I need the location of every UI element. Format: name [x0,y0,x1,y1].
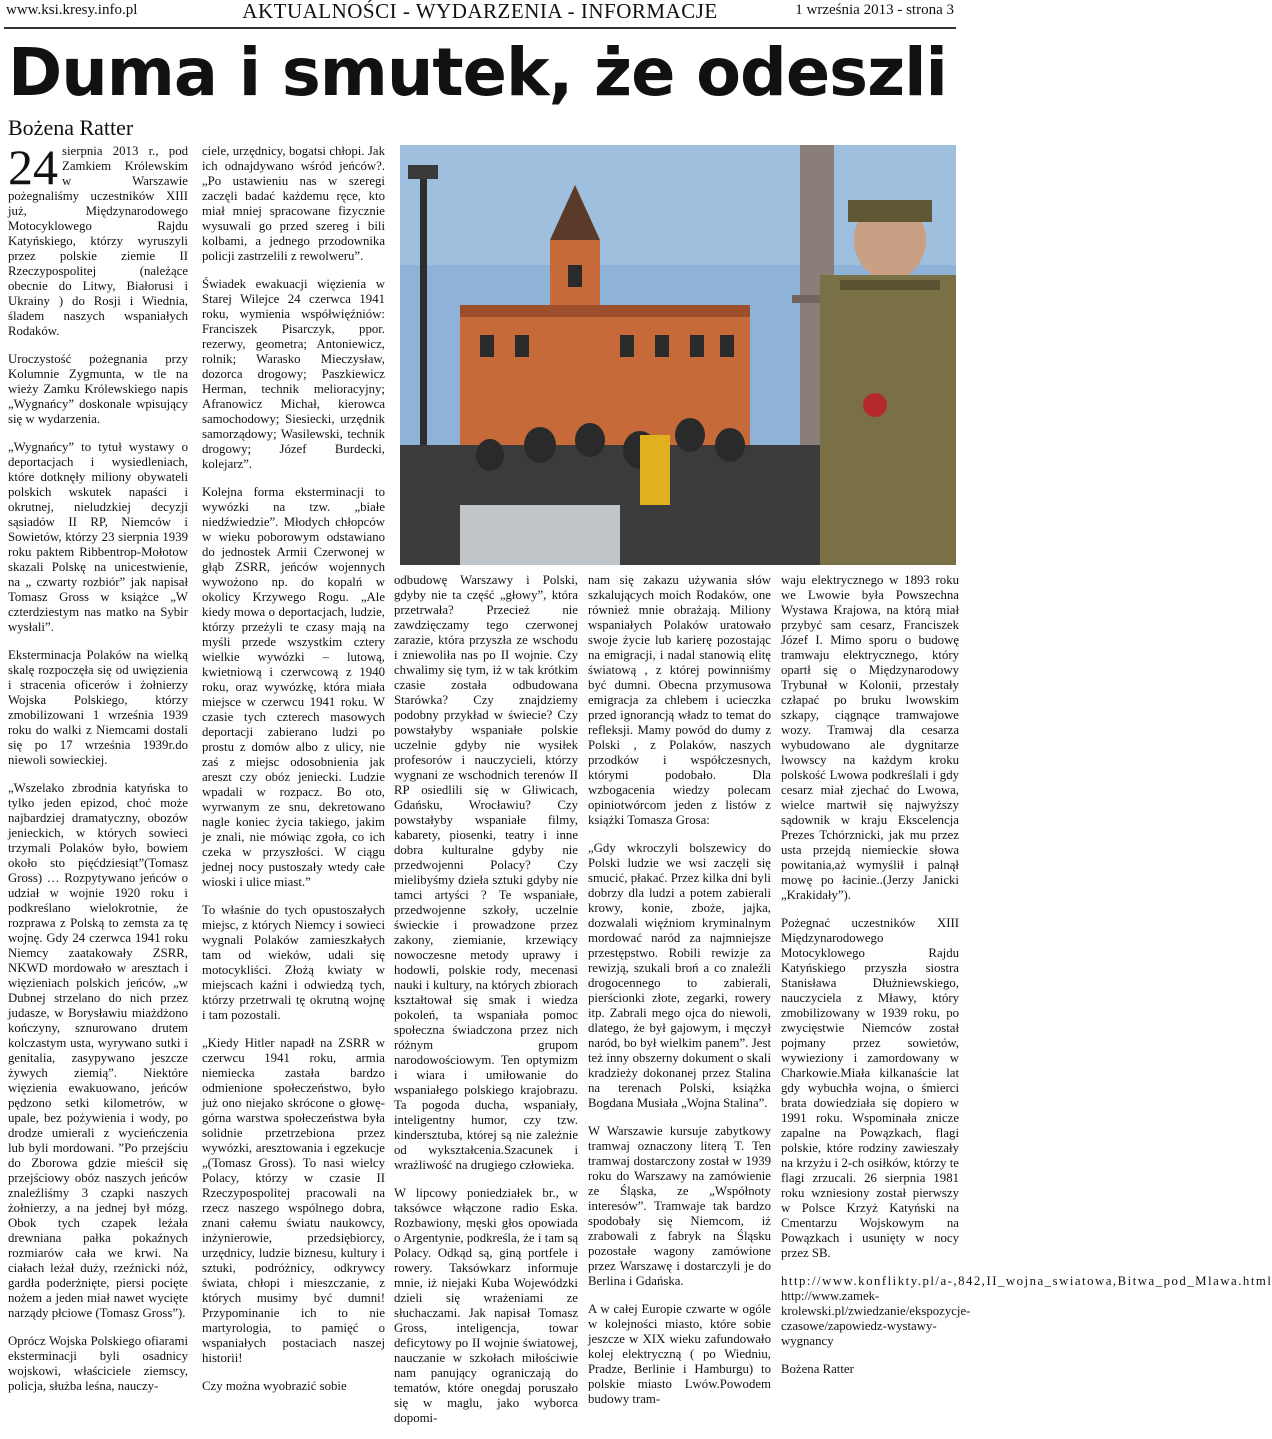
paragraph: Pożegnać uczestników XIII Międzynarodowego Motocyklowego Rajdu Katyńskiego przyszła siostra Stanisława Dłużniewskiego, nauczyciela z Mławy, który zmobilizowany w 1939 roku, po zwycięstwie Niemców został pojmany przez sowietów, wywieziony i zamordowany w Charkowie.Miała kilkanaście lat gdy wybuchła wojna, o śmierci brata dowiedziała się dopiero w 1991 roku. Wspominała znicze zapalne na Powązkach, flagi polskie, które rodziny zawieszały na krzyżu i 2-ch osiłków, którzy te flagi zrzucali. 26 sierpnia 1981 roku wzniesiony został pierwszy w Polsce Krzyż Katyński na Cmentarzu Wojskowym na Powązkach i usunięty w nocy przez SB. [781,916,959,1260]
paragraph: odbudowę Warszawy i Polski, gdyby nie ta część „głowy”, która przetrwała? Przecież nie zawdzięczamy tego czerwonej zarazie, która przyszła ze wschodu i zniewoliła nas po II wojnie. Czy chwalimy się tym, iż w tak krótkim czasie została odbudowana Starówka? Czy znajdziemy podobny przykład w świecie? Czy powstałyby wspaniałe polskie uczelnie gdyby nie wysiłek profesorów i nauczycieli, którzy wygnani ze wschodnich terenów II RP osiedlili się w Gliwicach, Gdańsku, Wrocławiu? Czy powstałyby wspaniałe filmy, kabarety, piosenki, teatry i inne dobra kulturalne gdyby nie przedwojenni Polacy? Czy mielibyśmy dzieła sztuki gdyby nie tamci artyści ? Te wspaniałe, przedwojenne szkoły, uczelnie świeckie i prowadzone przez zakony, ziemianie, krzewiący nowoczesne metody uprawy i hodowli, polskie rody, mecenasi nauki i kultury, na których zbiorach kształtował się smak i wiedza pokoleń, ta wspaniała pomoc społeczna świadczona przez nich różnym grupom narodowościowym. Ten optymizm i wiara i umiłowanie do wspaniałego polskiego krajobrazu. Ta pogoda ducha, wspaniały, inteligentny humor, czy tzw. kindersztuba, której są nie zależnie od wykształcenia.Szacunek i wrażliwość na drugiego człowieka. [394,573,578,1172]
paragraph: ciele, urzędnicy, bogatsi chłopi. Jak ich odnajdywano wśród jeńców?. „Po ustawieniu nas w szeregi zaczęli badać każdemu ręce, kto miał mniej spracowane fizycznie wysuwali go przed szereg i bili kolbami, a jednego przodownika policji zastrzelili z rewolweru”. [202,144,385,263]
page-header [0,0,960,28]
paragraph: nam się zakazu używania słów szkalujących moich Rodaków, one również mnie obrażają. Miliony wspaniałych Polaków uratowało swoje życie lub karierę pozostając na emigracji, i nadal stanowią elitę światową , z której powinniśmy być dumni. Obecna przymusowa emigracja za chlebem i ucieczka przed ignorancją władz to temat do refleksji. Mamy powód do dumy z Polski , z Polaków, naszych przodków i współczesnych, którymi podobało. Dla wzbogacenia wiedzy polecam opiniotwórcom jeden z listów z książki Tomasza Grosa: [588,573,771,827]
article-column-2 [202,144,385,1407]
paragraph: Kolejna forma eksterminacji to wywózki na tzw. „białe niedźwiedzie”. Młodych chłopców w wieku poborowym odstawiano do jednostek Armii Czerwonej w głąb ZSRR, jeńców wojennych wywożono np. do kopalń w okolicy Krzywego Rogu. „Ale kiedy mowa o deportacjach, ludzie, którzy przeżyli te czasy mają na myśli przede wszystkim cztery wielkie wywózki – lutową, kwietniową i czerwcową z 1940 roku, oraz wywózkę, która miała miejsce w czerwcu 1941 roku. W czasie tych czterech masowych deportacji zabierano ludzi po prostu z domów albo z ulicy, nie zaś z miejsc odosobnienia jak areszt czy obóz jeniecki. Ludzie wpadali w rozpacz. Bo oto, wyrwanym ze snu, dekretowano nagle koniec życia takiego, jakim je znali, nie mówiąc zgoła, co ich czeka w przyszłości. W ciągu jednej nocy pustoszały wtedy całe wioski i ulice miast.” [202,485,385,889]
eagle-patch-icon [863,393,887,417]
soldier-uniform [820,275,956,565]
article-column-4 [588,573,771,1420]
paragraph: W lipcowy poniedziałek br., w taksówce włączone radio Eska. Rozbawiony, męski głos opowiada o Argentynie, podkreśla, że i tam są Polacy. Odkąd są, giną portfele i rowery. Taksówkarz informuje mnie, iż niejaki Kuba Wojewódzki dzieli się wrażeniami ze słuchaczami. Jak napisał Tomasz Gross, inteligencja, towar deficytowy po II wojnie światowej, nauczanie w szkołach miłościwie nam panujący ograniczają do tematów, które onegdaj poruszało się w maglu, jako wyborca dopomi- [394,1186,578,1425]
paragraph: W Warszawie kursuje zabytkowy tramwaj oznaczony literą T. Ten tramwaj dostarczony został w 1939 roku do Warszawy na zamówienie ze Śląska, ze „Współnoty interesów”. Tramwaje tak bardzo spodobały się Niemcom, iż zrabowali z fabryk na Śląsku pozostałe wagony zamówione przez Warszawę i dostarczyli je do Berlina i Gdańska. [588,1124,771,1288]
paragraph: Świadek ewakuacji więzienia w Starej Wilejce 24 czerwca 1941 roku, wymienia współwięźniów: Franciszek Pisarczyk, ppor. rezerwy, geometra; Antoniewicz, rolnik; Warasko Mieczysław, dozorca drogowy; Paszkiewicz Herman, technik melioracyjny; Afranowicz Michał, kierowca samochodowy; Siesiecki, urzędnik samorządowy; Wasilewski, technik drogowy; Józef Burdecki, kolejarz”. [202,277,385,471]
header-rule [4,27,956,29]
lamp-post [420,175,427,475]
paragraph: Czy można wyobrazić sobie [202,1379,347,1393]
ceremony-photo-illustration [400,145,956,565]
paragraph: Uroczystość pożegnania przy Kolumnie Zygmunta, w tle na wieży Zamku Królewskiego napis „Wygnańcy” doskonale wpisujący się w wydarzenia. [8,352,188,426]
paragraph: To właśnie do tych opustoszałych miejsc, z których Niemcy i sowieci wygnali Polaków zamieszkałych tam od wieków, udali się motocykliści. Złożą kwiaty w miejscach kaźni i odwiedzą tych, którzy przetrwali tę okrutną wojnę i tam pozostali. [202,903,385,1022]
issue-dateline: 1 września 2013 - strona 3 [795,2,954,18]
article-author: Bożena Ratter [8,115,134,140]
section-title: AKTUALNOŚCI - WYDARZENIA - INFORMACJE [242,0,718,23]
article-column-5 [781,573,1272,1390]
article-column-3 [394,573,578,1439]
paragraph: „Kiedy Hitler napadł na ZSRR w czerwcu 1941 roku, armia niemiecka zastała bardzo odmienione społeczeństwo, było już ono niejako skrócone o głowę- górna warstwa społeczeństwa była solidnie przetrzebiona przez wywózki, aresztowania i egzekucje „(Tomasz Gross). To nasi wielcy Polacy, którzy w czasie II Rzeczypospolitej pracowali na rzecz naszego wspólnego dobra, znani całemu światu naukowcy, inżynierowie, przedsiębiorcy, urzędnicy, ludzie biznesu, kultury i sztuki, podróżnicy, odkrywcy świata, chłopi i mieszczanie, z których musimy być dumni! Przypominanie ich to nie martyrologia, to pamięć o wspaniałych postaciach naszej historii! [202,1036,385,1365]
site-url[interactable]: www.ksi.kresy.info.pl [6,2,138,18]
foreground-figure [460,505,620,565]
article-headline: Duma i smutek, że odeszli [8,34,947,111]
reference-link[interactable]: http://www.konflikty.pl/a-,842,II_wojna_swiatowa,Bitwa_pod_Mlawa.html [781,1274,1272,1288]
paragraph: „Gdy wkroczyli bolszewicy do Polski ludzie we wsi zaczęli się smucić, płakać. Przez kilka dni byli dobrzy dla ludzi a potem zabierali krowy, konie, zboże, jajka, dozwalali więźniom kryminalnym mordować naród za najmniejsze przestępstwo. Robili rewizje za rewizją, szukali broń a co znaleźli drogocennego to zabierali, pierścionki złote, zegarki, rowery itp. Zabrali mego ojca do niewoli, dlatego, że był gajowym, i męczył naród, bo był wielkim panem”. Jest też inny obszerny dokument o skali kradzieży dokonanej przez Stalina na terenach Polski, książka Bogdana Musiała „Wojna Stalina”. [588,841,771,1110]
paragraph: waju elektrycznego w 1893 roku we Lwowie była Powszechna Wystawa Krajowa, na którą miał przybyć sam cesarz, Franciszek Józef I. Mimo sporu o budowę tramwaju elektrycznego, który opartł się o Międzynarodowy Trybunał w Kolonii, przestały człapać po bruku lwowskim szkapy, ciągnące tramwajowe wozy. Tramwaj dla cesarza wybudowano ale dygnitarze lwowscy na każdym kroku polskość Lwowa podkreślali i gdy cesarz miał zjechać do Lwowa, wielce martwił się najwyższy sądownik w kraju Ekscelencja Prezes Tchórznicki, jak mu przez usta przejdą niemieckie słowa powitania,aż wymyślił i palnął mowę po łacinie..(Jerzy Janicki „Krakidały”). [781,573,959,902]
signature: Bożena Ratter [781,1362,854,1376]
child-yellow-jacket [640,435,670,505]
paragraph: „Wszelako zbrodnia katyńska to tylko jeden epizod, choć może najbardziej dramatyczny, obozów jenieckich, w których sowieci trzymali Polaków było, bowiem około sto pięćdziesiąt”(Tomasz Gross) … Rozpytywano jeńców o udział w wojnie 1920 roku i podkreślano wielokrotnie, że rozprawa z Polską to zemsta za tę wojnę. Gdy 24 czerwca 1941 roku Niemcy zaatakowały ZSRR, NKWD mordowało w aresztach i więzieniach polskich jeńców, „w Dubnej strzelano do nich przez judasze, w Borysławiu miażdżono kończyny, sznurowano drutem kolczastym usta, wyrywano sutki i genitalia, zasypywano jeszcze żywych ziemią”. Niektóre więzienia ewakuowano, jeńców pędzono setki kilometrów, w upale, bez pożywienia i wody, po drodze umierali z wycieńczenia lub byli mordowani. ”Po przejściu do Zborowa gdzie mieścił się przejściowy obóz naszych jeńców znaleźliśmy 3 czapki naszych żołnierzy, a na jednej był mózg. Obok tych czapek leżała drewniana pałka pokaźnych rozmiarów cała we krwi. Na ciałach leżał duży, rzeźnicki nóż, gardła poderżnięte, piersi pocięte nożem a jeden miał nawet wycięte narządy płciowe (Tomasz Gross”). [8,781,188,1320]
paragraph: A w całej Europie czwarte w ogóle w kolejności miasto, które sobie jeszcze w XIX wieku zafundowało kolej elektryczną ( po Wiedniu, Pradze, Berlinie i Hamburgu) to polskie miasto Lwów.Powodem budowy tram- [588,1302,771,1406]
drop-cap: 24 [8,139,58,195]
reference-link[interactable]: http://www.zamek-krolewski.pl/zwiedzanie/ekspozycje-czasowe/zapowiedz-wystawy-wygnancy [781,1289,971,1348]
paragraph: 24 sierpnia 2013 r., pod Zamkiem Królewskim w Warszawie pożegnaliśmy uczestników XIII już, Międzynarodowego Motocyklowego Rajdu Katyńskiego, którzy wyruszyli przez polskie ziemie II Rzeczypospolitej (należące obecnie do Litwy, Białorusi i Ukrainy ) do Rosji i Wiednia, śladem naszych wspaniałych Rodaków. [8,139,188,338]
castle-wall [460,315,750,465]
article-photo [400,145,956,565]
paragraph: Oprócz Wojska Polskiego ofiarami eksterminacji byli osadnicy wojskowi, właściciele ziemscy, policja, służba leśna, nauczy- [8,1334,188,1393]
paragraph: „Wygnańcy” to tytuł wystawy o deportacjach i wysiedleniach, które dotknęły miliony obywateli polskich wskutek napaści i okrutnej, nieludzkiej decyzji sąsiadów II RP, Niemców i Sowietów, którzy 23 sierpnia 1939 roku paktem Ribbentrop-Mołotow skazali Polskę na unicestwienie, na „ czwarty rozbiór” jak napisał Tomasz Gross w książce „W czterdziestym nas matko na Sybir wysłali”. [8,440,188,634]
paragraph: Eksterminacja Polaków na wielką skalę rozpoczęła się od uwięzienia i stracenia oficerów i żołnierzy Wojska Polskiego, którzy zmobilizowani 1 września 1939 roku do walki z Niemcami dostali się po 17 września 1939r.do niewoli sowieckiej. [8,648,188,767]
article-column-1 [8,139,188,1407]
